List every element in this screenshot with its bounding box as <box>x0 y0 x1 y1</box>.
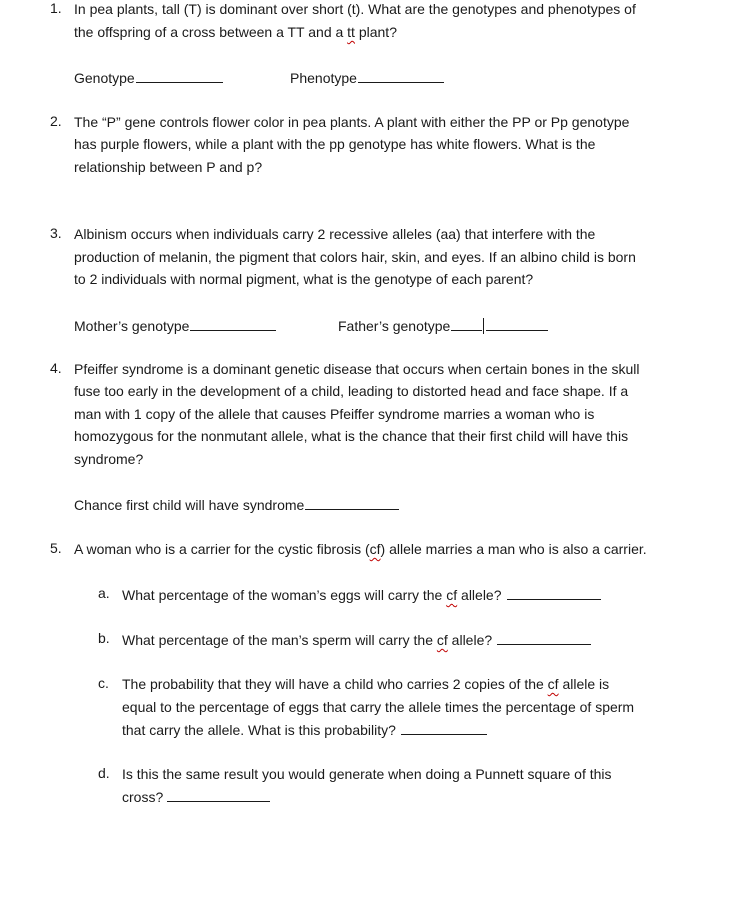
question-text: The “P” gene controls flower color in pea plants. A plant with either the PP or Pp genotype <box>74 114 630 130</box>
question-text: fuse too early in the development of a child, leading to distorted head and face shape. If a <box>74 383 629 399</box>
spelling-flag: tt <box>347 24 355 40</box>
mother-genotype-blank[interactable] <box>190 316 276 331</box>
question-number: 1. <box>50 0 62 16</box>
phenotype-label: Phenotype <box>290 70 357 86</box>
genotype-label: Genotype <box>74 70 135 86</box>
question-number: 4. <box>50 360 62 376</box>
subquestion-letter: c. <box>98 675 109 691</box>
chance-blank[interactable] <box>305 495 399 510</box>
father-genotype-blank[interactable] <box>451 316 482 331</box>
subquestion-a-blank[interactable] <box>507 585 601 600</box>
chance-label: Chance first child will have syndrome <box>74 497 305 513</box>
subquestion-a: What percentage of the woman’s eggs will carry the cf allele? <box>122 585 601 604</box>
spelling-flag: cf <box>436 632 448 648</box>
subquestion-letter: a. <box>98 585 110 601</box>
father-genotype-answer <box>338 316 548 335</box>
text-cursor <box>483 318 484 334</box>
spelling-flag: cf <box>446 587 458 603</box>
question-text: Albinism occurs when individuals carry 2 recessive alleles (aa) that interfere with the <box>74 226 596 242</box>
question-text: Pfeiffer syndrome is a dominant genetic disease that occurs when certain bones in the skull <box>74 361 640 377</box>
question-number: 5. <box>50 540 62 556</box>
phenotype-blank[interactable] <box>358 68 444 83</box>
question-text: A woman who is a carrier for the cystic fibrosis (cf) allele marries a man who is also a carrier. <box>74 541 647 557</box>
question-text: to 2 individuals with normal pigment, what is the genotype of each parent? <box>74 271 534 287</box>
subquestion-d-blank[interactable] <box>167 787 270 802</box>
question-text: man with 1 copy of the allele that causes Pfeiffer syndrome marries a woman who is <box>74 406 595 422</box>
question-text: the offspring of a cross between a TT and a tt plant? <box>74 24 397 40</box>
subquestion-c: The probability that they will have a child who carries 2 copies of the cf allele is <box>122 676 610 692</box>
chance-answer <box>74 495 399 514</box>
subquestion-d: Is this the same result you would generate when doing a Punnett square of this <box>122 766 612 782</box>
mother-genotype-answer <box>74 316 276 335</box>
subquestion-letter: d. <box>98 765 110 781</box>
subquestion-letter: b. <box>98 630 110 646</box>
question-number: 3. <box>50 225 62 241</box>
question-text: homozygous for the nonmutant allele, what is the chance that their first child will have this <box>74 428 629 444</box>
subquestion-b-blank[interactable] <box>497 630 591 645</box>
subquestion-c-text: that carry the allele. What is this probability? <box>122 720 487 739</box>
spelling-flag: cf <box>547 676 559 692</box>
genotype-answer <box>74 68 223 87</box>
father-genotype-label: Father’s genotype <box>338 318 451 334</box>
spelling-flag: cf <box>369 541 381 557</box>
question-text: In pea plants, tall (T) is dominant over short (t). What are the genotypes and phenotypes of <box>74 1 636 17</box>
subquestion-d-text: cross? <box>122 787 270 806</box>
subquestion-b: What percentage of the man’s sperm will carry the cf allele? <box>122 630 591 649</box>
genotype-blank[interactable] <box>136 68 223 83</box>
question-text: relationship between P and p? <box>74 159 263 175</box>
question-number: 2. <box>50 113 62 129</box>
father-genotype-blank[interactable] <box>486 316 548 331</box>
phenotype-answer <box>290 68 444 87</box>
question-text: production of melanin, the pigment that colors hair, skin, and eyes. If an albino child is born <box>74 249 636 265</box>
question-text: syndrome? <box>74 451 144 467</box>
subquestion-c-text: equal to the percentage of eggs that carry the allele times the percentage of sperm <box>122 699 635 715</box>
question-text: has purple flowers, while a plant with the pp genotype has white flowers. What is the <box>74 136 596 152</box>
mother-genotype-label: Mother’s genotype <box>74 318 190 334</box>
subquestion-c-blank[interactable] <box>401 720 487 735</box>
